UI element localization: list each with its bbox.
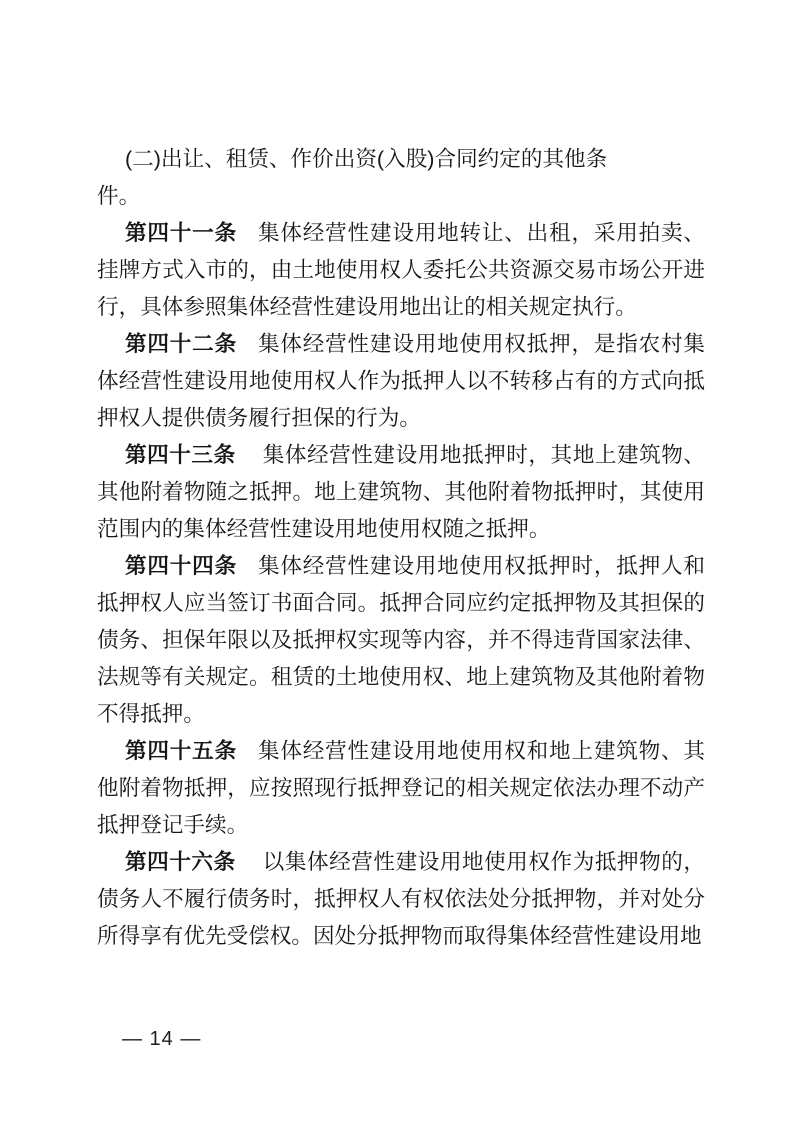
article-46-number: 第四十六条	[125, 849, 236, 874]
article-42-body: 集体经营性建设用地使用权抵押，是指农村集体经营性建设用地使用权人作为抵押人以不转移占有的方式向抵押权人提供债务履行担保的行为。	[97, 331, 705, 430]
article-46-body: 以集体经营性建设用地使用权作为抵押物的，债务人不履行债务时，抵押权人有权依法处分抵押物，并对处分所得享有优先受偿权。因处分抵押物而取得集体经营性建设用地	[97, 849, 705, 948]
page-number: — 14 —	[122, 1028, 202, 1050]
article-42-number: 第四十二条	[125, 331, 237, 356]
article-43-number: 第四十三条	[125, 442, 236, 467]
clause-item-two-continued: (二)出让、租赁、作价出资(入股)合同约定的其他条件。	[97, 146, 608, 208]
article-41-number: 第四十一条	[125, 220, 237, 245]
article-46-paragraph	[97, 843, 705, 954]
article-45-body: 集体经营性建设用地使用权和地上建筑物、其他附着物抵押，应按照现行抵押登记的相关规定依法办理不动产抵押登记手续。	[97, 738, 705, 837]
article-41-paragraph	[97, 214, 705, 325]
article-45-paragraph	[97, 732, 705, 843]
article-45-number: 第四十五条	[125, 738, 237, 763]
article-44-number: 第四十四条	[125, 553, 237, 578]
article-43-paragraph	[97, 436, 705, 547]
page-text-block	[97, 140, 705, 954]
article-41-body: 集体经营性建设用地转让、出租，采用拍卖、挂牌方式入市的，由土地使用权人委托公共资源交易市场公开进行，具体参照集体经营性建设用地出让的相关规定执行。	[97, 220, 705, 319]
article-44-paragraph	[97, 547, 705, 732]
article-44-body: 集体经营性建设用地使用权抵押时，抵押人和抵押权人应当签订书面合同。抵押合同应约定抵押物及其担保的债务、担保年限以及抵押权实现等内容，并不得违背国家法律、法规等有关规定。租赁的土地使用权、地上建筑物及其他附着物不得抵押。	[97, 553, 705, 726]
article-42-paragraph	[97, 325, 705, 436]
article-43-body: 集体经营性建设用地抵押时，其地上建筑物、其他附着物随之抵押。地上建筑物、其他附着物抵押时，其使用范围内的集体经营性建设用地使用权随之抵押。	[97, 442, 705, 541]
